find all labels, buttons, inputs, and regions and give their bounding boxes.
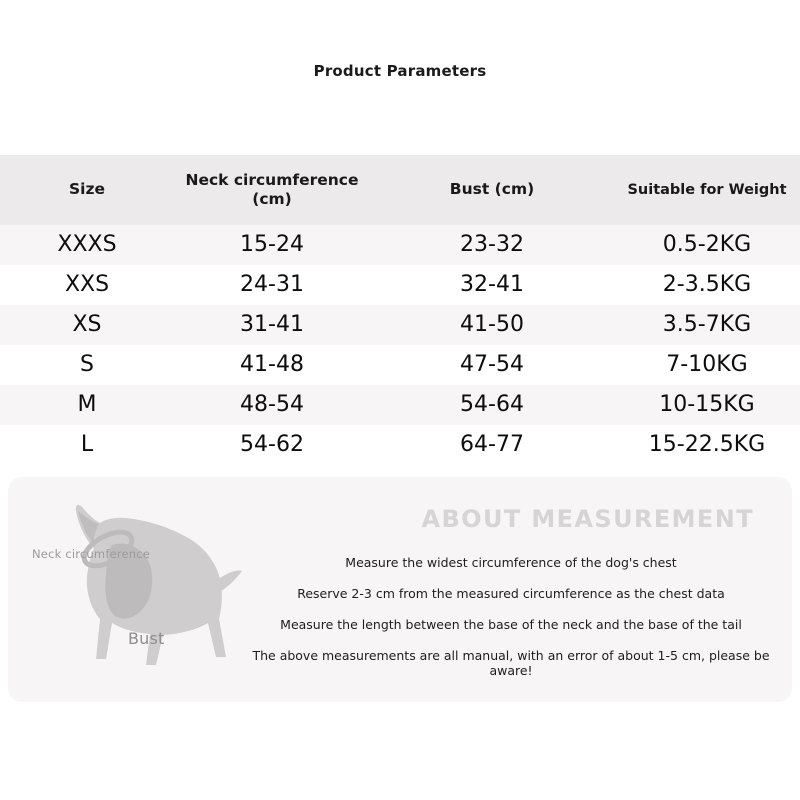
table-row: [0, 305, 800, 345]
cell-weight: 10-15KG: [614, 385, 800, 425]
cell-bust: 47-54: [370, 345, 614, 385]
cell-neck: 54-62: [174, 425, 370, 465]
about-measurement-panel: [8, 477, 792, 702]
about-lines: [248, 555, 774, 678]
table-row: [0, 265, 800, 305]
cell-size: XS: [0, 305, 174, 345]
table-row: [0, 385, 800, 425]
cell-weight: 7-10KG: [614, 345, 800, 385]
cell-weight: 0.5-2KG: [614, 225, 800, 265]
cell-size: XXS: [0, 265, 174, 305]
cell-neck: 41-48: [174, 345, 370, 385]
cell-weight: 2-3.5KG: [614, 265, 800, 305]
cell-bust: 32-41: [370, 265, 614, 305]
cell-neck: 15-24: [174, 225, 370, 265]
about-line: Reserve 2-3 cm from the measured circumference as the chest data: [297, 586, 725, 601]
about-heading: ABOUT MEASUREMENT: [421, 505, 754, 533]
cell-bust: 23-32: [370, 225, 614, 265]
cell-bust: 54-64: [370, 385, 614, 425]
cell-size: L: [0, 425, 174, 465]
page-title: Product Parameters: [313, 62, 487, 80]
about-line: The above measurements are all manual, with an error of about 1-5 cm, please be aware!: [252, 648, 770, 678]
diagram-label-neck: Neck circumference: [32, 547, 151, 561]
column-header-weight: Suitable for Weight: [614, 155, 800, 225]
table-header-row: [0, 155, 800, 225]
cell-size: XXXS: [0, 225, 174, 265]
column-header-size: Size: [0, 155, 174, 225]
cell-neck: 48-54: [174, 385, 370, 425]
table-row: [0, 425, 800, 465]
table-row: [0, 345, 800, 385]
page-title-container: [0, 0, 800, 155]
table-row: [0, 225, 800, 265]
column-header-bust: Bust (cm): [370, 155, 614, 225]
cell-neck: 31-41: [174, 305, 370, 345]
diagram-label-bust: Bust: [128, 629, 165, 648]
column-header-neck: Neck circumference (cm): [174, 155, 370, 225]
about-line: Measure the widest circumference of the dog's chest: [345, 555, 677, 570]
cell-bust: 41-50: [370, 305, 614, 345]
cell-weight: 15-22.5KG: [614, 425, 800, 465]
cell-neck: 24-31: [174, 265, 370, 305]
cell-weight: 3.5-7KG: [614, 305, 800, 345]
cell-size: M: [0, 385, 174, 425]
cell-bust: 64-77: [370, 425, 614, 465]
cell-size: S: [0, 345, 174, 385]
size-chart-table: [0, 155, 800, 465]
about-line: Measure the length between the base of the neck and the base of the tail: [280, 617, 742, 632]
